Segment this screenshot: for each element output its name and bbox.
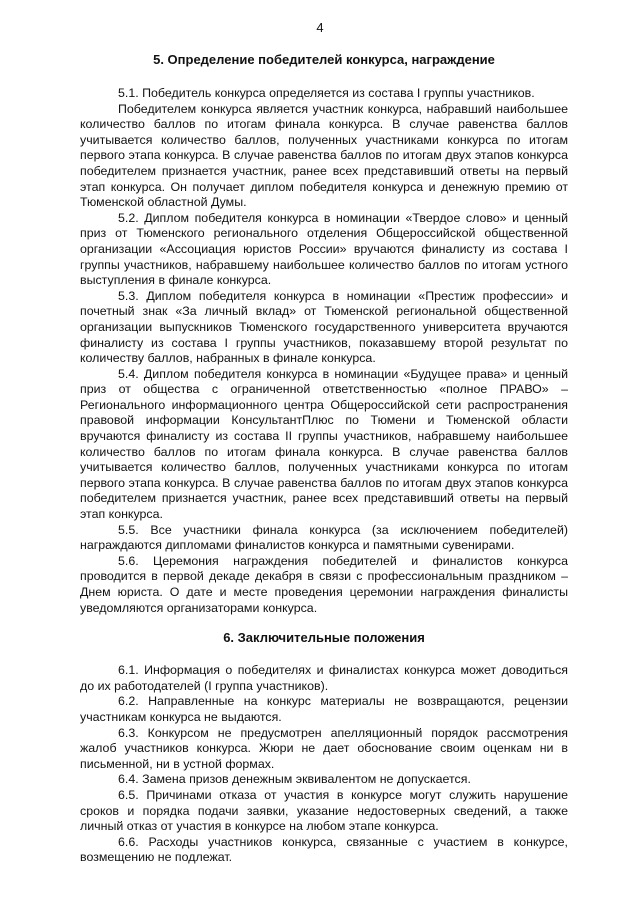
paragraph-6-2: 6.2. Направленные на конкурс материалы не возвращаются, рецензии участникам конкурса не выдаются. <box>80 694 568 724</box>
paragraph-6-5: 6.5. Причинами отказа от участия в конкурсе могут служить нарушение сроков и порядка подачи заявки, указание недостоверных сведений, а также личный отказ от участия в конкурсе на любом этапе конкурса. <box>80 787 568 834</box>
paragraph-5-2: 5.2. Диплом победителя конкурса в номинации «Твердое слово» и ценный приз от Тюменского регионального отделения Общероссийской общественной организации «Ассоциация юристов России» вручаются финалисту из состава I группы участников, набравшему наибольшее количество баллов по итогам устного выступления в финале конкурса. <box>80 210 568 288</box>
paragraph-6-6: 6.6. Расходы участников конкурса, связанные с участием в конкурсе, возмещению не подлежат. <box>80 834 568 865</box>
section-5 <box>80 52 568 616</box>
paragraph-5-3: 5.3. Диплом победителя конкурса в номинации «Престиж профессии» и почетный знак «За личный вклад» от Тюменской региональной общественной организации выпускников Тюменского государственного университета вручаются финалисту из состава I группы участников, показавшему второй результат по количеству баллов, набранных в финале конкурса. <box>80 288 568 366</box>
section-title: 5. Определение победителей конкурса, награждение <box>153 52 495 67</box>
section-title: 6. Заключительные положения <box>223 630 425 646</box>
document-body <box>80 52 568 866</box>
paragraph-6-1: 6.1. Информация о победителях и финалистах конкурса может доводиться до их работодателей (I группа участников). <box>80 663 568 693</box>
paragraph-5-6: 5.6. Церемония награждения победителей и финалистов конкурса проводится в первой декаде декабря в связи с профессиональным праздником – Днем юриста. О дате и месте проведения церемонии награждения финалисты уведомляются организаторами конкурса. <box>80 553 568 615</box>
paragraph-5-1-winner: Победителем конкурса является участник конкурса, набравший наибольшее количество баллов по итогам финала конкурса. В случае равенства баллов учитывается количество баллов, полученных участниками конкурса по итогам первого этапа конкурса. В случае равенства баллов по итогам двух этапов конкурса победителем признается участник, ранее всех представивший ответы на первый этап конкурса. Он получает диплом победителя конкурса и денежную премию от Тюменской областной Думы. <box>80 101 568 210</box>
paragraph-6-3: 6.3. Конкурсом не предусмотрен апелляционный порядок рассмотрения жалоб участников конкурса. Жюри не дает обоснование своим оценкам ни в письменной, ни в устной формах. <box>80 725 568 771</box>
paragraph-5-5: 5.5. Все участники финала конкурса (за исключением победителей) награждаются дипломами финалистов конкурса и памятными сувенирами. <box>80 522 568 553</box>
paragraph-5-4: 5.4. Диплом победителя конкурса в номинации «Будущее права» и ценный приз от общества с ограниченной ответственностью «полное ПРАВО» – Регионального информационного центра Общероссийской сети распространения правовой информации КонсультантПлюс по Тюмени и Тюменской области вручаются финалисту из состава II группы участников, набравшему наибольшее количество баллов по итогам финала конкурса. В случае равенства баллов учитывается количество баллов, полученных участниками конкурса по итогам первого этапа конкурса. В случае равенства баллов по итогам двух этапов конкурса победителем признается участник, ранее всех представивший ответы на первый этап конкурса. <box>80 366 568 522</box>
paragraph-6-4: 6.4. Замена призов денежным эквивалентом не допускается. <box>118 772 471 787</box>
page-number: 4 <box>316 20 324 35</box>
section-6 <box>80 630 568 866</box>
paragraph-5-1: 5.1. Победитель конкурса определяется из состава I группы участников. <box>118 86 535 100</box>
